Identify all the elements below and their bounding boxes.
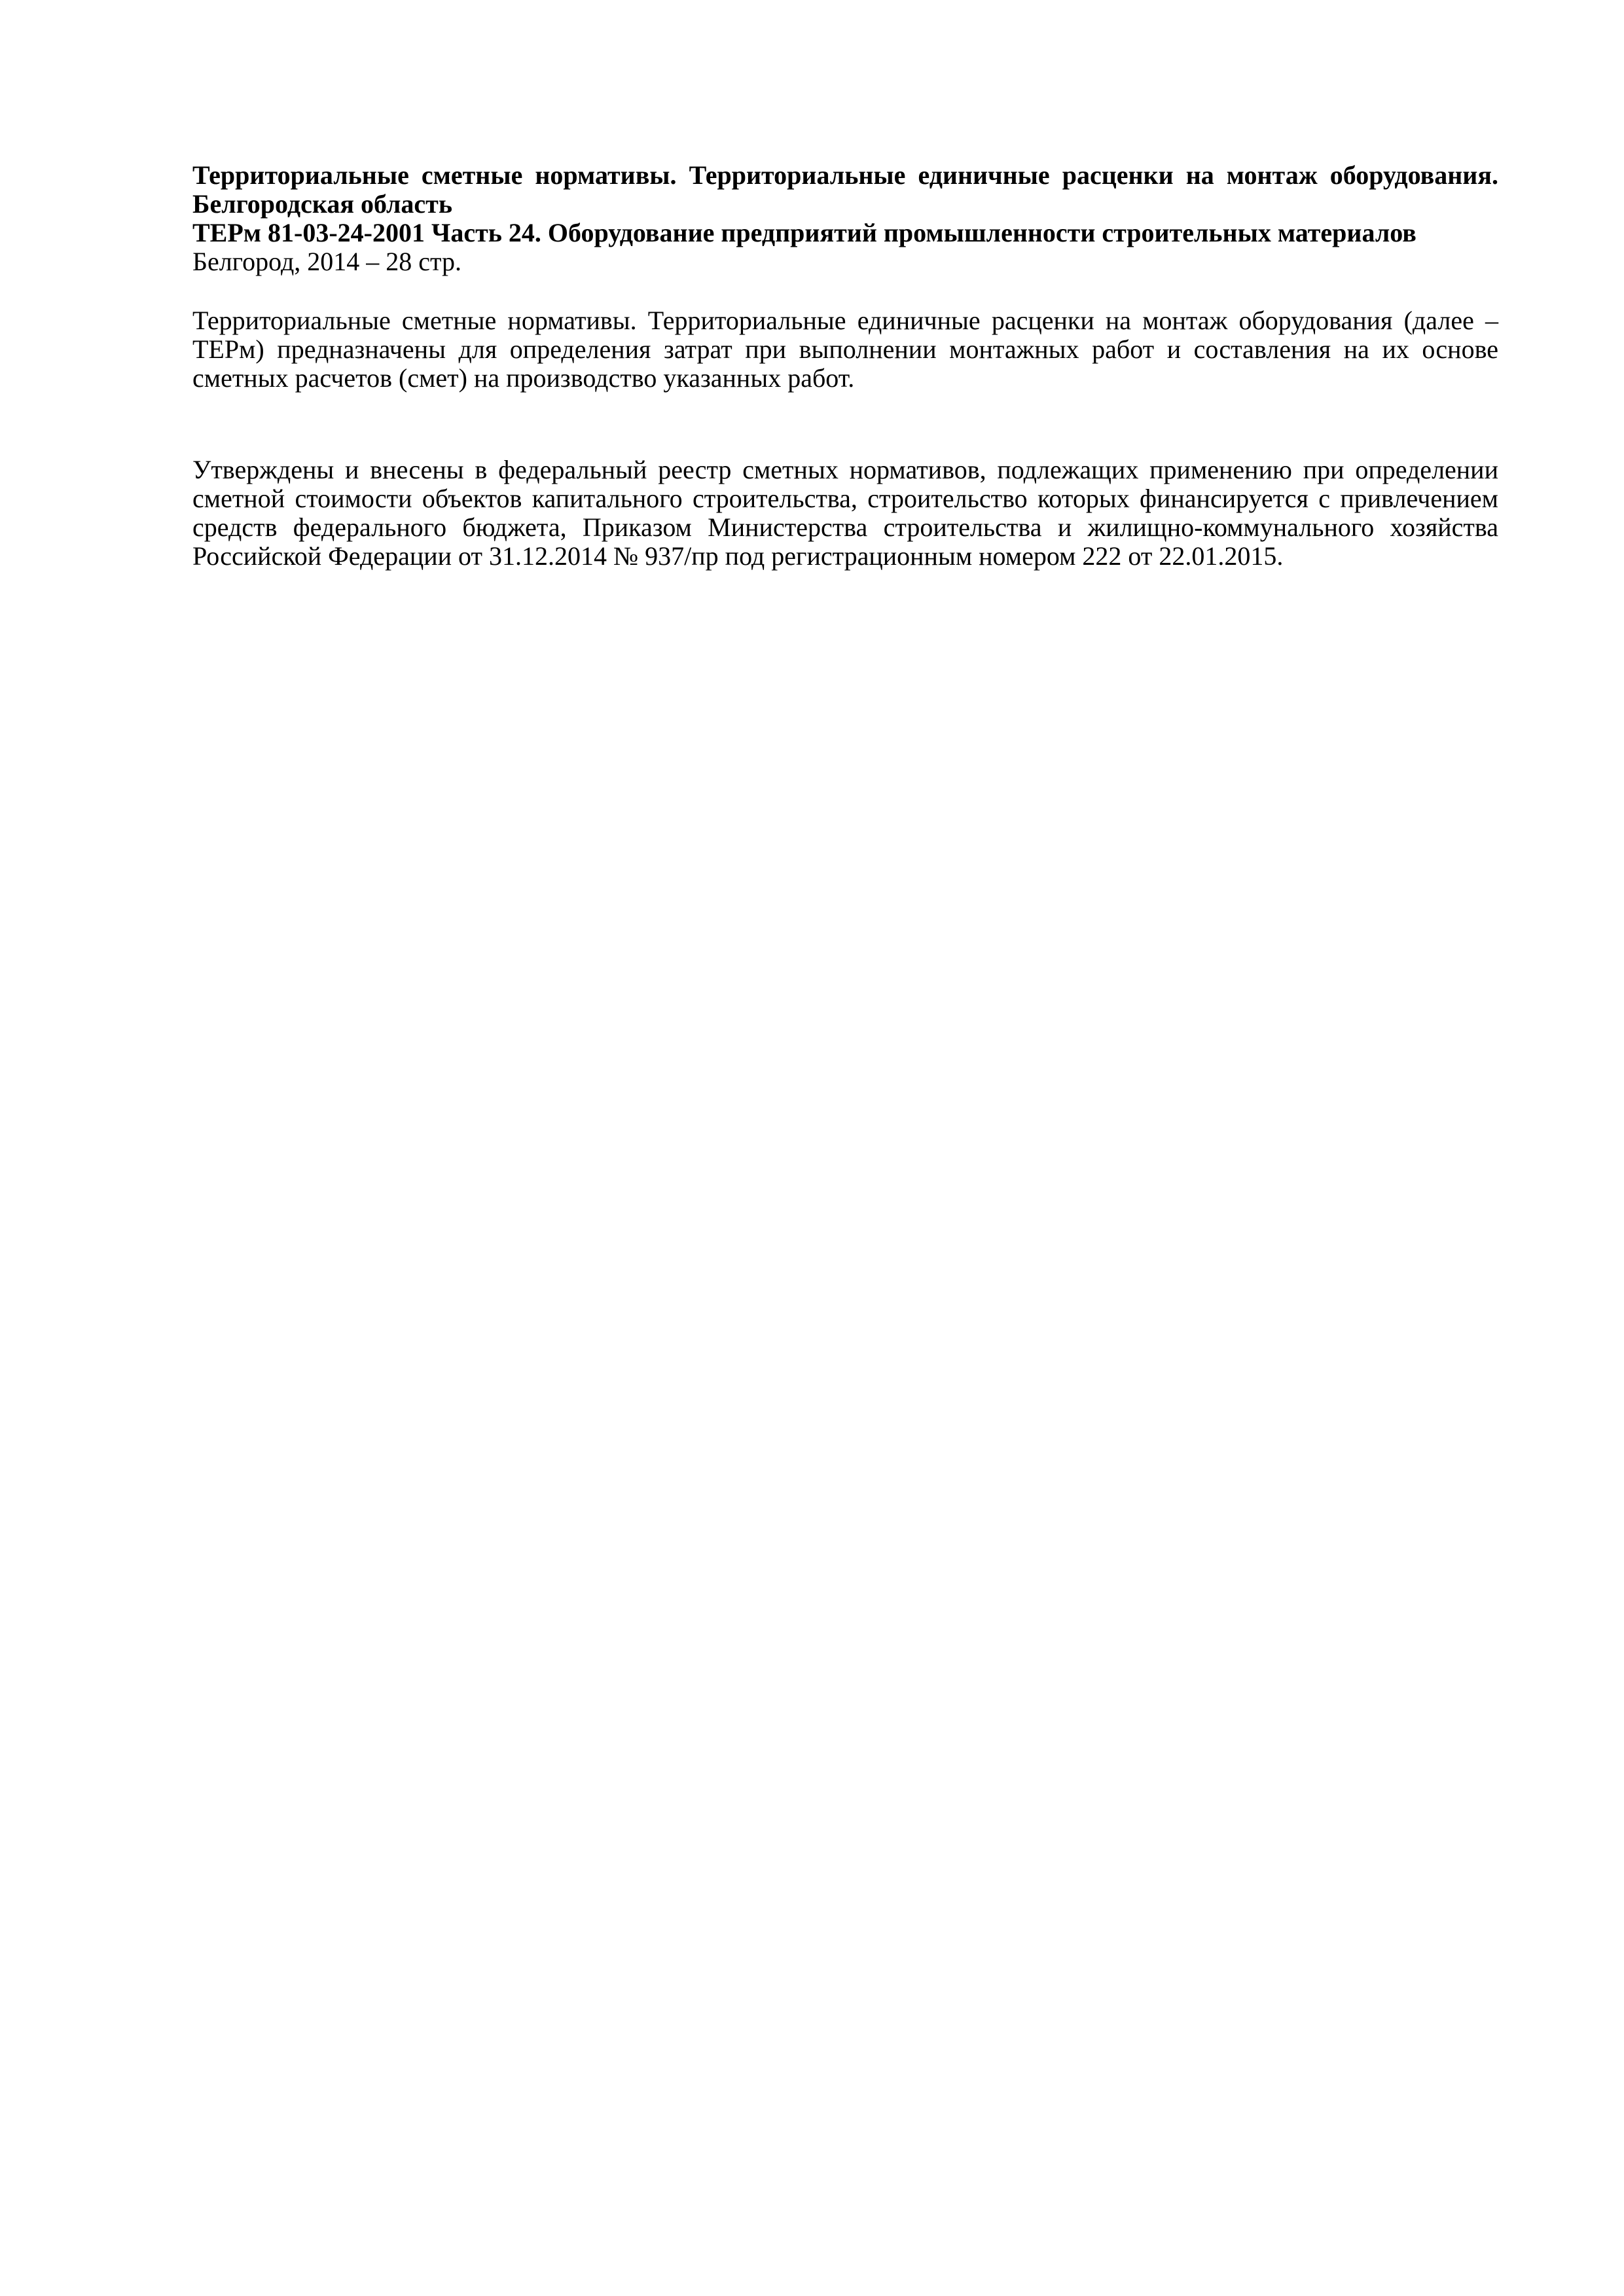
description-paragraph: Территориальные сметные нормативы. Территориальные единичные расценки на монтаж оборудования (далее – ТЕРм) предназначены для определения затрат при выполнении монтажных работ и составления на их основе сметных расчетов (смет) на производство указанных работ.	[192, 306, 1498, 393]
document-content	[192, 161, 1498, 571]
document-title: Территориальные сметные нормативы. Территориальные единичные расценки на монтаж оборудования. Белгородская область	[192, 160, 1498, 219]
document-subtitle: ТЕРм 81-03-24-2001 Часть 24. Оборудование предприятий промышленности строительных материалов	[192, 218, 1416, 247]
approval-paragraph: Утверждены и внесены в федеральный реестр сметных нормативов, подлежащих применению при определении сметной стоимости объектов капитального строительства, строительство которых финансируется с привлечением средств федерального бюджета, Приказом Министерства строительства и жилищно-коммунального хозяйства Российской Федерации от 31.12.2014 № 937/пр под регистрационным номером 222 от 22.01.2015.	[192, 455, 1498, 571]
document-imprint: Белгород, 2014 – 28 стр.	[192, 247, 462, 276]
